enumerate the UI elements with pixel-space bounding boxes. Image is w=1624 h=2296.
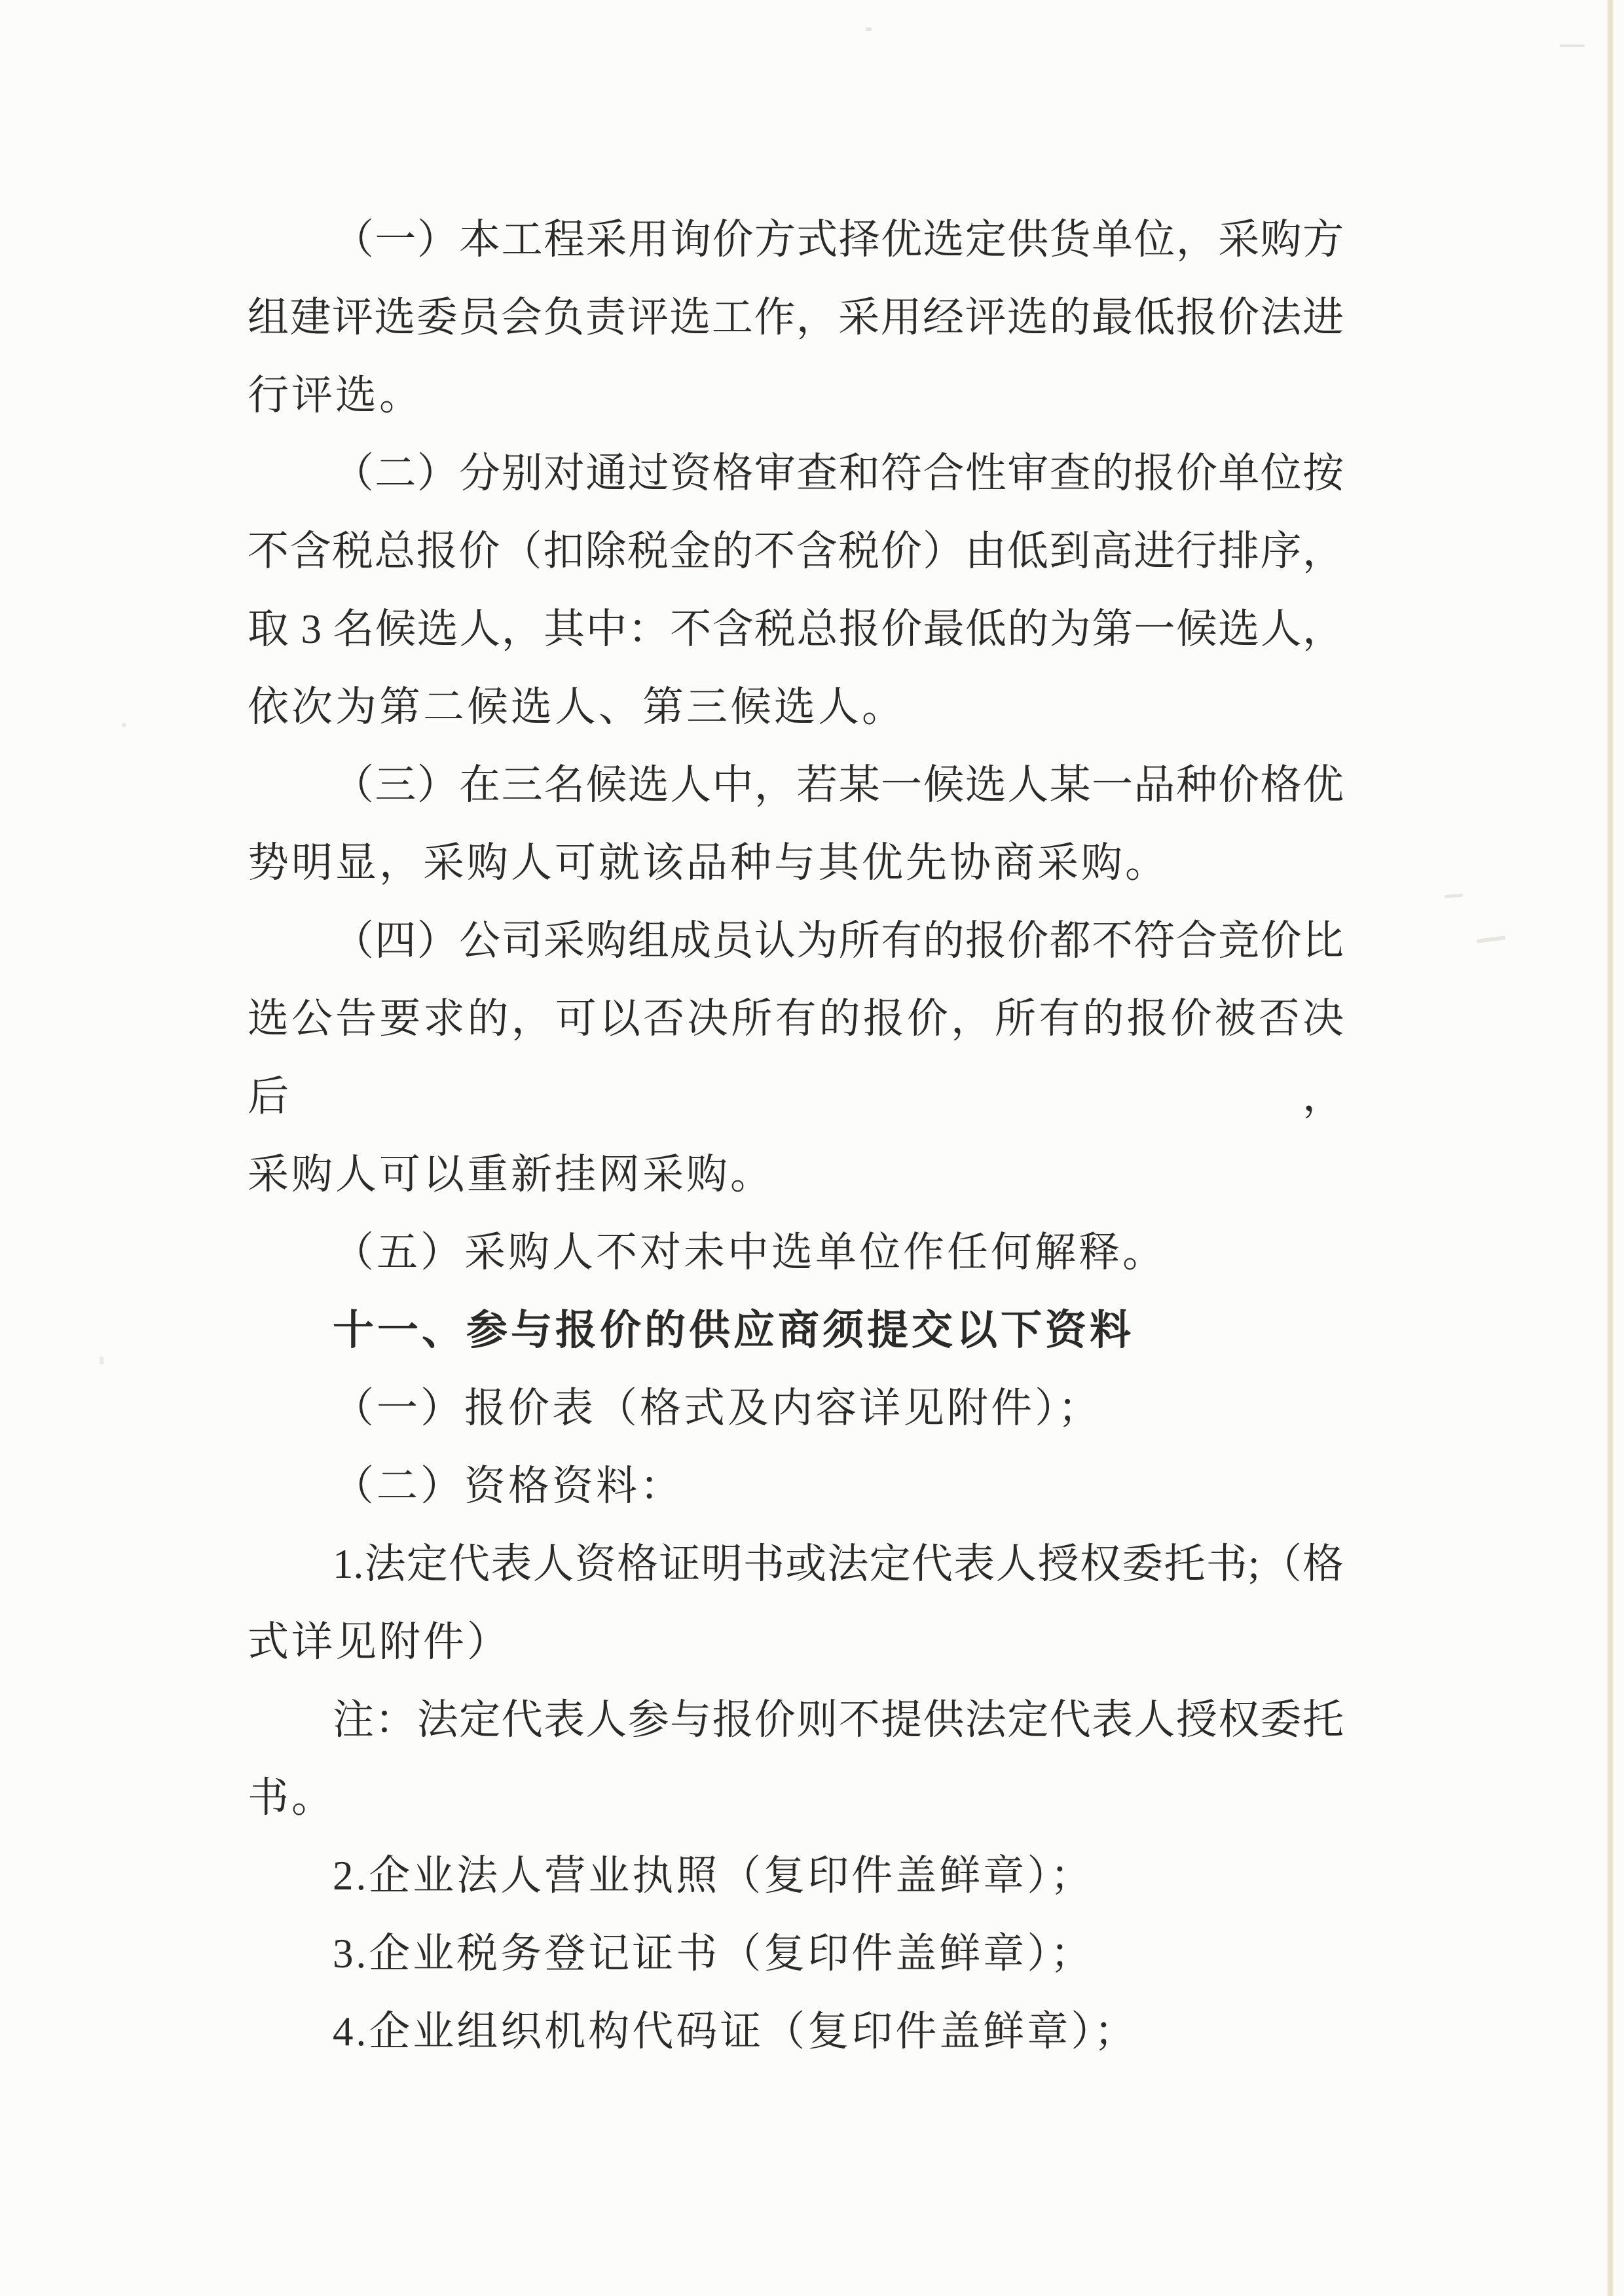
scan-artifact-speck [866, 27, 872, 31]
text-line: 2.企业法人营业执照（复印件盖鲜章）； [333, 1853, 1094, 1899]
section-heading: 十一、参与报价的供应商须提交以下资料 [333, 1307, 1134, 1353]
scan-artifact-speck [1560, 45, 1585, 47]
text-line: （四）公司采购组成员认为所有的报价都不符合竞价比 [333, 918, 1344, 964]
text-line: 势明显，采购人可就该品种与其优先协商采购。 [248, 840, 1169, 886]
scan-artifact-speck [122, 723, 126, 727]
text-line: 不含税总报价（扣除税金的不含税价）由低到高进行排序， [248, 528, 1344, 574]
document-body [248, 201, 1344, 2071]
text-line: （二）分别对通过资格审查和符合性审查的报价单位按 [333, 450, 1344, 496]
text-line: 行评选。 [248, 373, 423, 418]
text-line: 注：法定代表人参与报价则不提供法定代表人授权委托 [333, 1697, 1344, 1743]
text-line: （二）资格资料： [333, 1463, 684, 1509]
text-line: （一）报价表（格式及内容详见附件）； [333, 1385, 1102, 1431]
text-line: （一）本工程采用询价方式择优选定供货单位，采购方 [333, 217, 1344, 263]
text-line: 采购人可以重新挂网采购。 [248, 1152, 774, 1197]
text-line: 书。 [248, 1775, 335, 1821]
text-line: （三）在三名候选人中，若某一候选人某一品种价格优 [333, 762, 1344, 808]
scan-artifact-speck [1445, 894, 1463, 898]
text-line: 组建评选委员会负责评选工作，采用经评选的最低报价法进 [248, 295, 1344, 340]
scan-artifact-speck [1477, 936, 1505, 943]
scan-artifact-speck [100, 1357, 103, 1364]
scan-artifact-streak [1606, 0, 1614, 2296]
text-line: 1.法定代表人资格证明书或法定代表人授权委托书;（格 [333, 1541, 1344, 1587]
text-line: 选公告要求的，可以否决所有的报价，所有的报价被否决后， [248, 996, 1344, 1120]
text-line: 取 3 名候选人，其中：不含税总报价最低的为第一候选人， [248, 606, 1344, 652]
text-line: 4.企业组织机构代码证（复印件盖鲜章）； [333, 2009, 1138, 2054]
text-line: 依次为第二候选人、第三候选人。 [248, 684, 906, 730]
text-line: 3.企业税务登记证书（复印件盖鲜章）； [333, 1931, 1094, 1977]
text-line: （五）采购人不对未中选单位作任何解释。 [333, 1230, 1166, 1275]
text-line: 式详见附件） [248, 1619, 511, 1665]
